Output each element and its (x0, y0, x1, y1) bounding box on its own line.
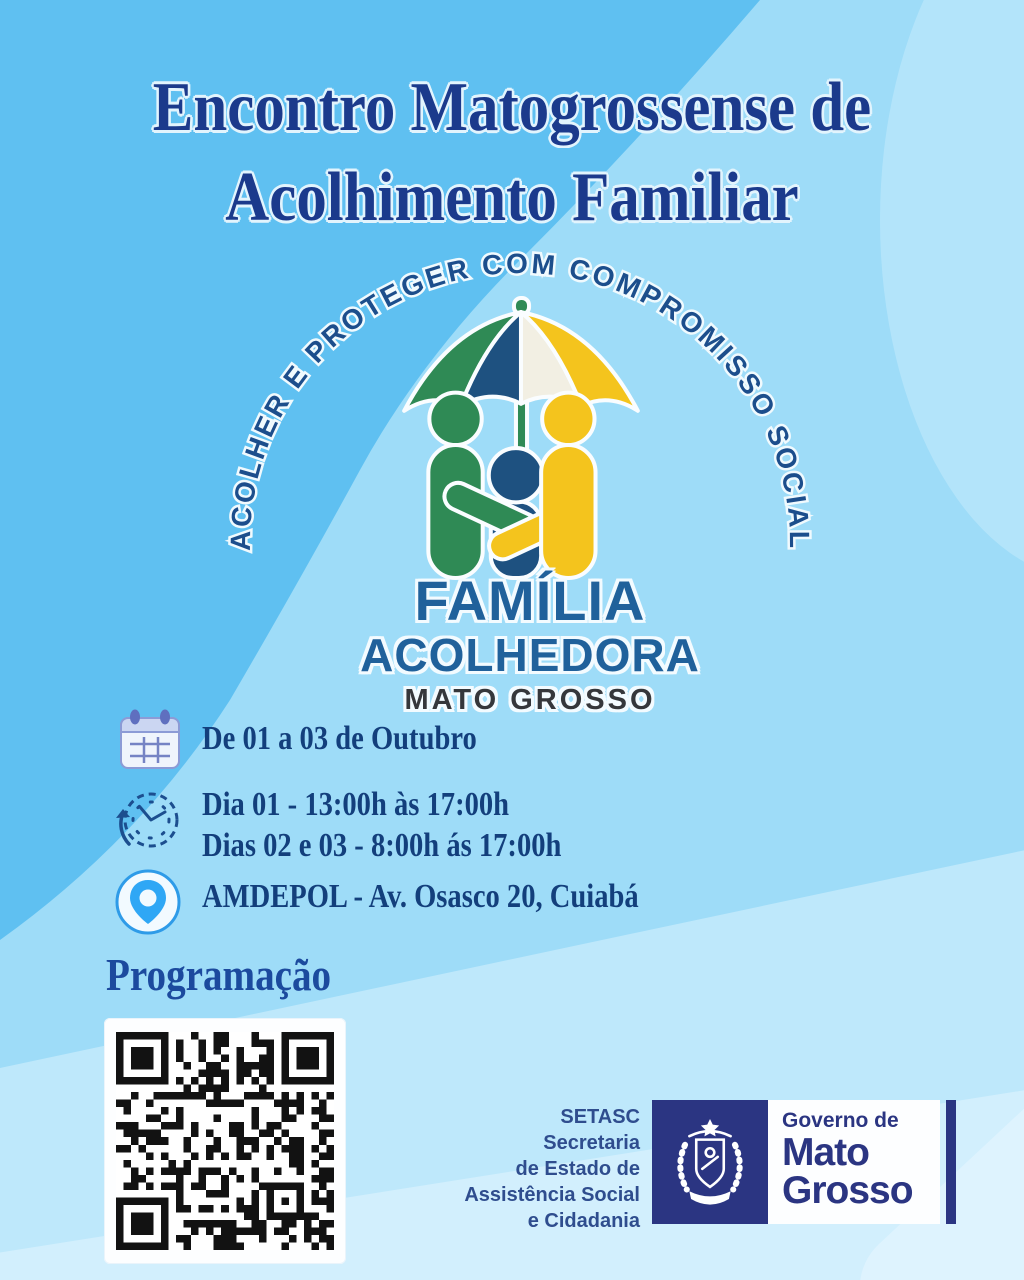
event-date: De 01 a 03 de Outubro (202, 720, 477, 757)
poster-title-line2: Acolhimento Familiar (225, 159, 799, 236)
org-line: e Cidadania (527, 1210, 640, 1232)
event-time-days23: Dias 02 e 03 - 8:00h ás 17:00h (202, 827, 562, 864)
wordmark-familia: FAMÍLIA (414, 569, 646, 632)
clock-icon (110, 784, 184, 860)
gov-logo (652, 1100, 956, 1224)
qr-code-pattern (116, 1032, 334, 1250)
gov-name-line2: Grosso (782, 1169, 913, 1212)
child-head (489, 448, 543, 502)
org-block (415, 1104, 640, 1234)
gov-name-box (768, 1100, 940, 1224)
org-line: Assistência Social (464, 1184, 640, 1206)
qr-code (104, 1018, 346, 1264)
family-umbrella-logo (390, 298, 652, 580)
org-line: SETASC (560, 1106, 640, 1128)
gov-crest-box (652, 1100, 768, 1224)
org-line: Secretaria (543, 1132, 640, 1154)
parent-yellow-body (541, 445, 595, 578)
parent-yellow-head (542, 393, 594, 445)
org-line: de Estado de (515, 1158, 640, 1180)
poster-title-line1: Encontro Matogrossense de (152, 69, 872, 146)
calendar-icon (118, 706, 182, 772)
wordmark-mato-grosso: MATO GROSSO (404, 684, 656, 716)
wordmark-acolhedora: ACOLHEDORA (360, 629, 700, 681)
event-location: AMDEPOL - Av. Osasco 20, Cuiabá (202, 878, 639, 915)
arc-tagline-text: ACOLHER E PROTEGER COM COMPROMISSO SOCIAL (224, 247, 816, 552)
event-time-day1: Dia 01 - 13:00h às 17:00h (202, 786, 510, 823)
program-heading: Programação (106, 949, 332, 1000)
gov-prefix: Governo de (782, 1109, 899, 1132)
gov-name-line1: Mato (782, 1131, 869, 1174)
gov-accent-bar (946, 1100, 956, 1224)
location-pin-icon (114, 868, 182, 936)
parent-green-head (429, 393, 481, 445)
mato-grosso-crest-icon (667, 1112, 753, 1212)
